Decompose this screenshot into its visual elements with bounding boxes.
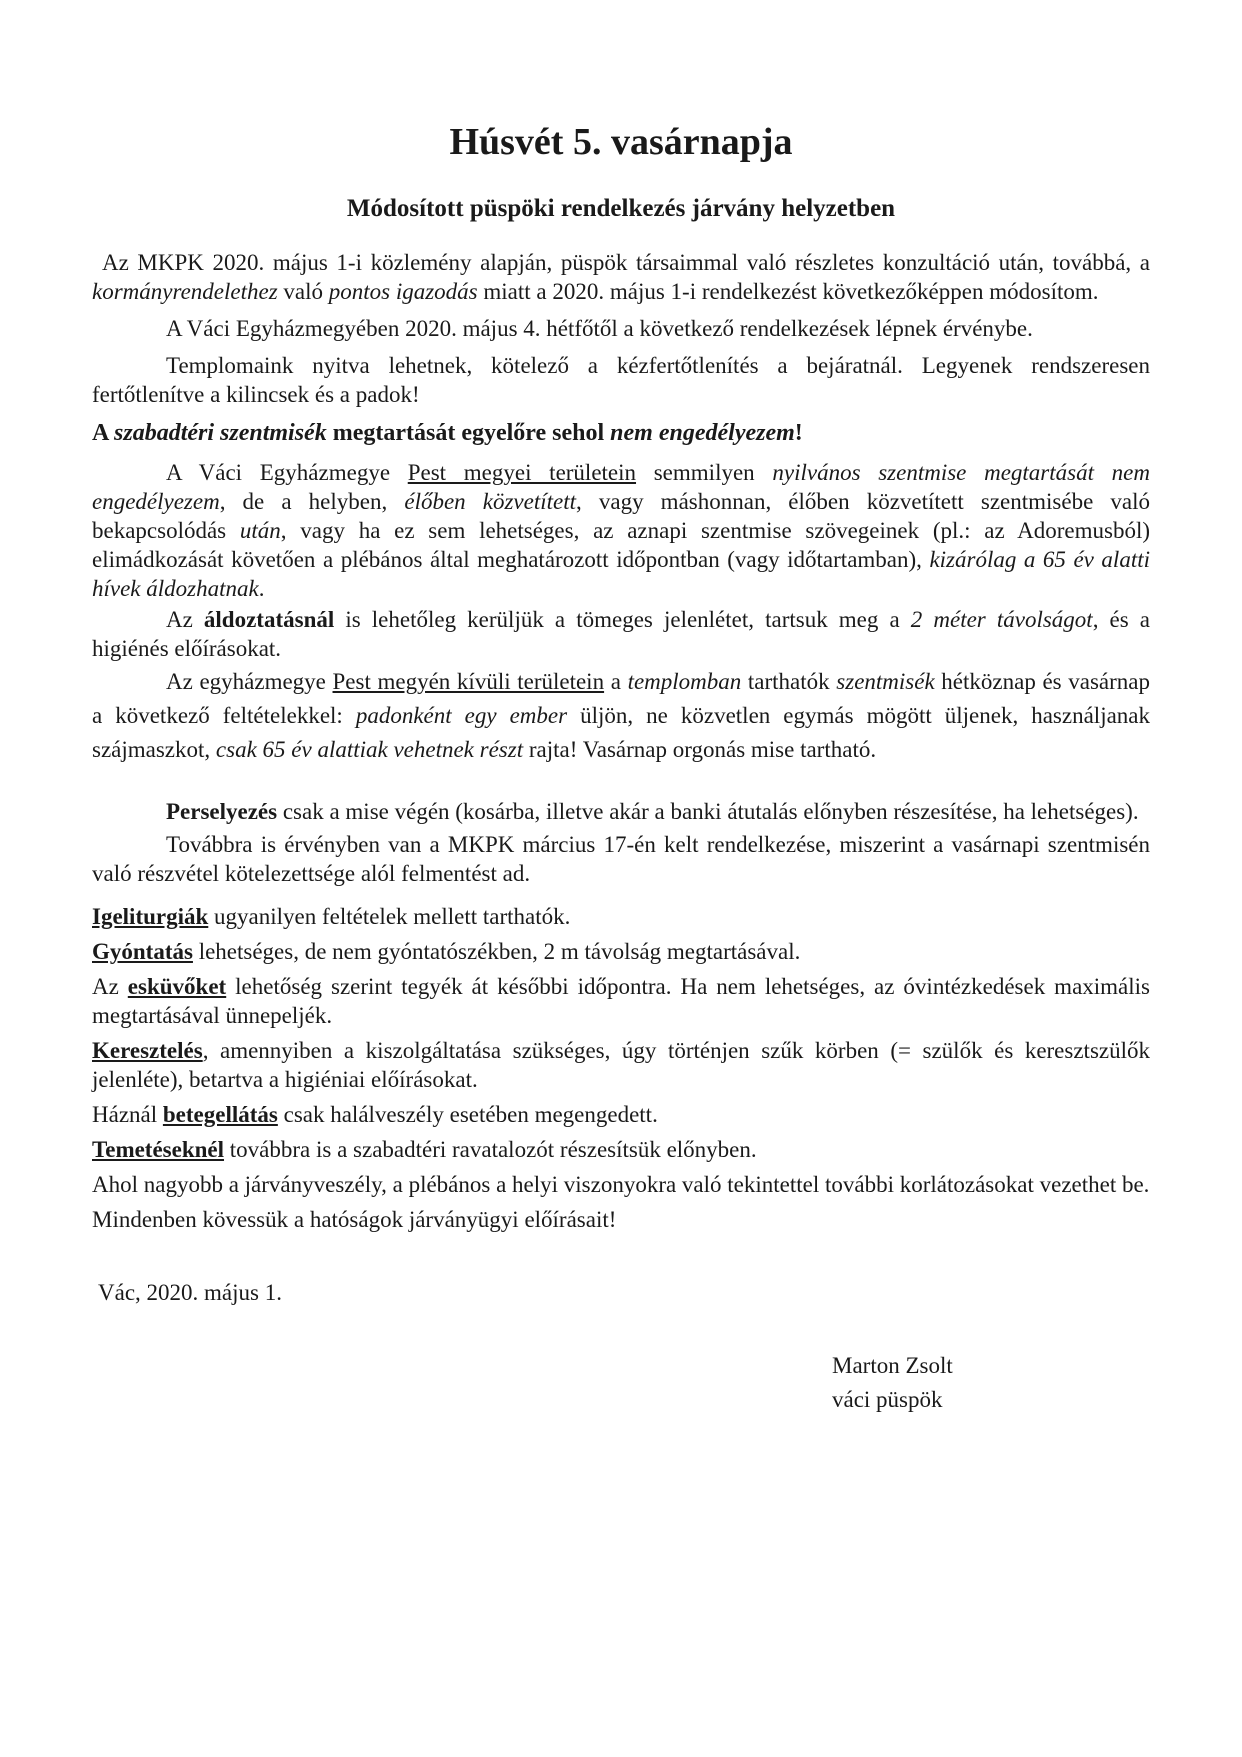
text-run: ! bbox=[794, 420, 803, 446]
signature-name: Marton Zsolt bbox=[832, 1353, 953, 1378]
bold-underlined-text: Keresztelés bbox=[92, 1038, 203, 1063]
text-run: , vagy ha ez sem lehetséges, az aznapi szentmise szövegeinek (pl.: az Adoremusból) elimádkozását követően a plébános által meghatározott időpontban (vagy időtartamban), bbox=[92, 518, 1150, 572]
paragraph-churches-open: Templomaink nyitva lehetnek, kötelező a kézfertőtlenítés a bejáratnál. Legyenek rendszeresen fertőtlenítve a kilincsek és a padok! bbox=[92, 353, 1150, 407]
text-run: lehetséges, de nem gyóntatószékben, 2 m távolság megtartásával. bbox=[192, 939, 801, 964]
paragraph-baptism bbox=[92, 1036, 1150, 1094]
italic-text: után bbox=[239, 518, 281, 543]
italic-text: pontos igazodás bbox=[328, 279, 478, 304]
italic-text: nyilvános szentmise megtartását nem engedélyezem bbox=[92, 460, 1150, 514]
text-run: , és a higiénés előírásokat. bbox=[92, 607, 1150, 661]
text-run: is lehetőleg kerüljük a tömeges jelenlétet, tartsuk meg a bbox=[334, 607, 911, 632]
paragraph-outside-pest bbox=[92, 665, 1150, 767]
text-run: Az bbox=[92, 974, 128, 999]
text-run: megtartását egyelőre sehol bbox=[326, 420, 611, 446]
text-run: Háznál bbox=[92, 1102, 163, 1127]
text-run: üljön, ne közvetlen egymás mögött üljenek, használjanak szájmaszkot, bbox=[92, 703, 1150, 762]
paragraph-communion bbox=[92, 605, 1150, 663]
text-run: , vagy máshonnan, élőben közvetített szentmisébe való bekapcsolódás bbox=[92, 489, 1151, 543]
signature-block bbox=[832, 1349, 1150, 1417]
text-run: tarthatók bbox=[741, 669, 837, 694]
paragraph-liturgy-of-word bbox=[92, 902, 1150, 931]
text-run: A bbox=[92, 420, 115, 446]
italic-text: kormányrendelethez bbox=[92, 279, 278, 304]
text-run: a bbox=[604, 669, 628, 694]
paragraph-follow-authorities: Mindenben kövessük a hatóságok járványügyi előírásait! bbox=[92, 1207, 617, 1232]
text-run: csak a mise végén (kosárba, illetve akár a banki átutalás előnyben részesítése, ha lehetséges). bbox=[277, 799, 1139, 824]
text-run: lehetőség szerint tegyék át későbbi időpontra. Ha nem lehetséges, az óvintézkedések maximális megtartásával ünnepeljék. bbox=[92, 974, 1150, 1028]
italic-text: kizárólag a 65 év alatti hívek áldozhatnak bbox=[92, 547, 1150, 601]
text-run: rajta! Vasárnap orgonás mise tartható. bbox=[523, 737, 877, 762]
italic-text: szabadtéri szentmisék bbox=[114, 420, 327, 446]
text-run: való bbox=[277, 279, 329, 304]
paragraph-confession bbox=[92, 937, 1150, 966]
paragraph-outdoor-masses bbox=[92, 419, 1150, 448]
bold-text: Perselyezés bbox=[166, 799, 278, 824]
text-run: A Váci Egyházmegye bbox=[166, 460, 408, 485]
paragraph-weddings bbox=[92, 972, 1150, 1030]
italic-text: padonként egy ember bbox=[355, 703, 568, 728]
text-run: . bbox=[258, 576, 265, 601]
paragraph-pest-county bbox=[92, 458, 1150, 603]
paragraph-effective-date: A Váci Egyházmegyében 2020. május 4. hétfőtől a következő rendelkezések lépnek érvénybe. bbox=[166, 316, 1033, 341]
italic-text: csak 65 év alattiak vehetnek részt bbox=[215, 737, 524, 762]
bold-underlined-text: Temetéseknél bbox=[92, 1137, 225, 1162]
paragraph-intro bbox=[92, 248, 1150, 306]
text-run: , amennyiben a kiszolgáltatása szükséges, úgy történjen szűk körben (= szülők és keresztszülők jelenléte), betartva a higiéniai előírásokat. bbox=[92, 1038, 1150, 1092]
document-page bbox=[92, 0, 1150, 1417]
bold-underlined-text: betegellátás bbox=[162, 1102, 278, 1127]
text-run: Az bbox=[166, 607, 204, 632]
text-run: hétköznap és vasárnap a következő feltételekkel: bbox=[92, 669, 1150, 728]
underlined-text: Pest megyei területein bbox=[407, 460, 637, 485]
signature-role: váci püspök bbox=[832, 1387, 943, 1412]
text-run: ugyanilyen feltételek mellett tarthatók. bbox=[208, 904, 571, 929]
paragraph-sick-care bbox=[92, 1100, 1150, 1129]
paragraph-local-restrictions: Ahol nagyobb a járványveszély, a plébános a helyi viszonyokra való tekintettel további korlátozásokat vezethet be. bbox=[92, 1172, 1150, 1197]
bold-underlined-text: esküvőket bbox=[127, 974, 227, 999]
italic-text: nem engedélyezem bbox=[610, 420, 795, 446]
text-run: csak halálveszély esetében megengedett. bbox=[277, 1102, 658, 1127]
text-run: továbbra is a szabadtéri ravatalozót részesítsük előnyben. bbox=[224, 1137, 757, 1162]
italic-text: 2 méter távolságot bbox=[910, 607, 1093, 632]
underlined-text: Pest megyén kívüli területein bbox=[332, 669, 605, 694]
italic-text: templomban bbox=[627, 669, 742, 694]
paragraph-funerals bbox=[92, 1135, 1150, 1164]
document-title: Húsvét 5. vasárnapja bbox=[449, 121, 793, 163]
document-subtitle: Módosított püspöki rendelkezés járvány helyzetben bbox=[346, 195, 896, 222]
paragraph-dispensation: Továbbra is érvényben van a MKPK március 17-én kelt rendelkezése, miszerint a vasárnapi szentmisén való részvétel kötelezettsége alól felmentést ad. bbox=[92, 832, 1150, 886]
bold-text: áldoztatásnál bbox=[203, 607, 335, 632]
bold-underlined-text: Gyóntatás bbox=[92, 939, 193, 964]
bold-underlined-text: Igeliturgiák bbox=[92, 904, 209, 929]
text-run: Az egyházmegye bbox=[166, 669, 333, 694]
document-date: Vác, 2020. május 1. bbox=[98, 1280, 282, 1305]
italic-text: élőben közvetített bbox=[404, 489, 577, 514]
text-run: semmilyen bbox=[636, 460, 773, 485]
italic-text: szentmisék bbox=[836, 669, 935, 694]
text-run: Az MKPK 2020. május 1-i közlemény alapján, püspök társaimmal való részletes konzultáció után, továbbá, a bbox=[102, 250, 1150, 275]
text-run: , de a helyben, bbox=[219, 489, 405, 514]
paragraph-collection bbox=[92, 797, 1150, 826]
text-run: miatt a 2020. május 1-i rendelkezést következőképpen módosítom. bbox=[477, 279, 1099, 304]
